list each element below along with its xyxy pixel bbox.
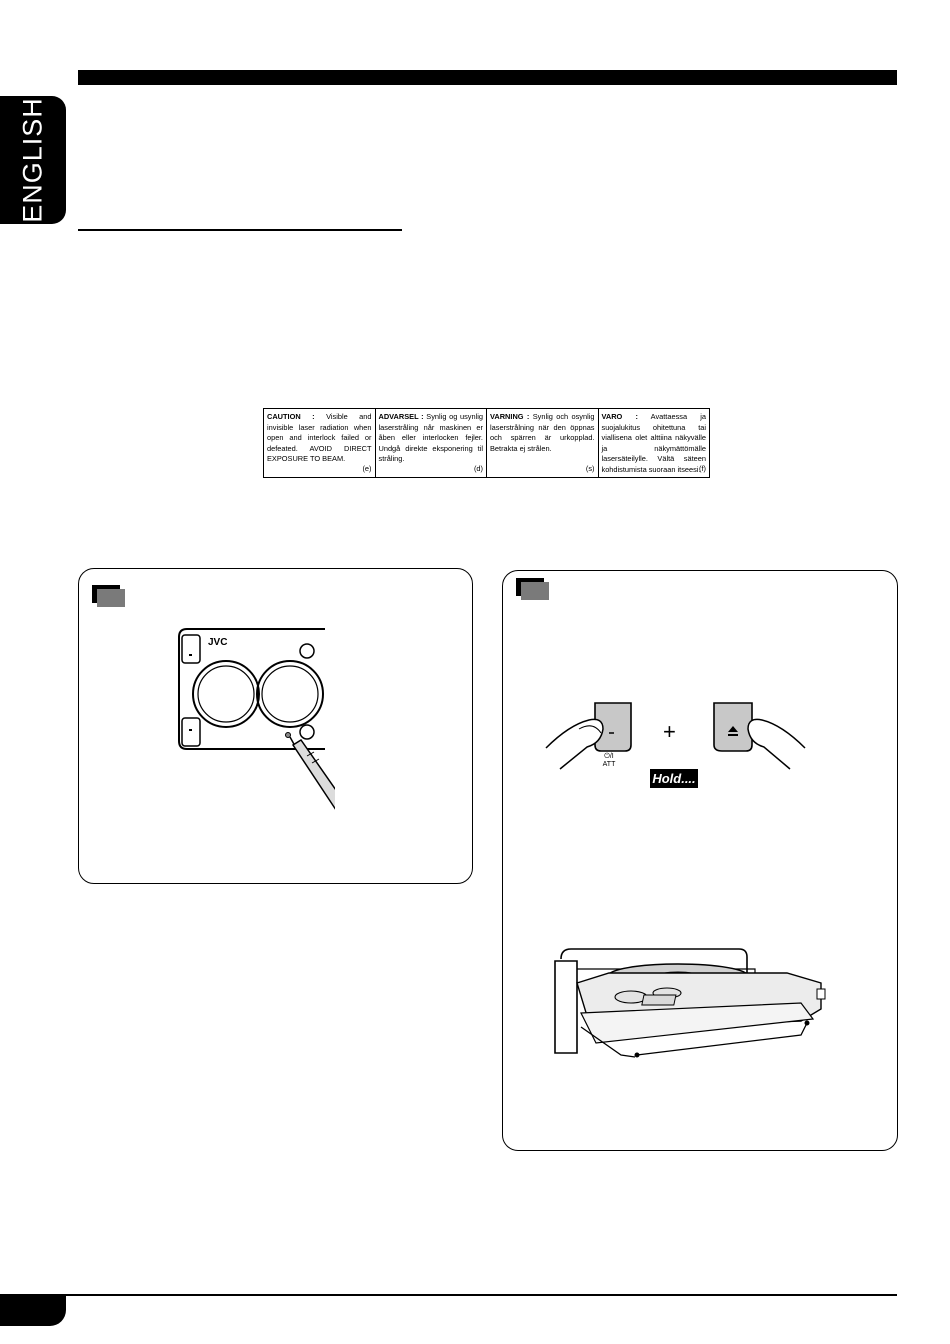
release-button-lower <box>182 718 200 746</box>
caution-code: (e) <box>362 464 372 474</box>
caution-cell-english <box>264 409 376 477</box>
small-button-top <box>300 644 314 658</box>
front-panel <box>555 961 577 1053</box>
eject-illustration-panel <box>502 570 898 1151</box>
caution-cell-swedish <box>487 409 599 477</box>
reset-illustration-panel <box>78 568 473 884</box>
left-knob <box>193 661 259 727</box>
finger-icon <box>748 719 805 769</box>
caution-head: VARO : <box>601 412 638 421</box>
step-marker <box>92 585 126 607</box>
small-button-bottom <box>300 725 314 739</box>
caution-text: Synlig och osynlig laserstrålning när den öppnas och spärren är urkopplad. Betrakta ej strålen. <box>490 412 595 453</box>
att-label: ATT <box>602 761 616 768</box>
section-divider <box>78 229 402 231</box>
caution-code: (s) <box>585 464 595 474</box>
power-button-illustration <box>543 699 643 775</box>
right-knob <box>257 661 323 727</box>
caution-head: CAUTION : <box>267 412 315 421</box>
caution-head: ADVARSEL : <box>378 412 424 421</box>
caution-head: VARNING : <box>490 412 530 421</box>
release-button-upper <box>182 635 200 663</box>
step-marker <box>516 578 550 600</box>
brand-logo: JVC <box>208 637 228 648</box>
control-panel-illustration <box>175 626 335 816</box>
power-label: ⏻/I <box>604 753 614 760</box>
caution-text: Avattaessa ja suojalukitus ohitettuna tai viallisena olet alttiina näkyvälle ja näkymättömälle lasersäteilylle. Vältä säteen kohdistumista suoraan itseesi. <box>601 412 706 474</box>
language-tab <box>0 96 66 224</box>
footer-rule <box>0 1294 897 1296</box>
caution-cell-finnish <box>599 409 710 477</box>
caution-code: (f) <box>699 464 706 474</box>
eject-button-illustration <box>710 699 810 775</box>
caution-code: (d) <box>473 464 483 474</box>
unit-open-illustration <box>551 943 836 1073</box>
plus-sign: + <box>663 719 676 744</box>
laser-caution-label <box>263 408 710 478</box>
caution-text: Visible and invisible laser radiation when open and interlock failed or defeated. AVOID DIRECT EXPOSURE TO BEAM. <box>267 412 372 464</box>
hold-badge: Hold.... <box>650 769 698 788</box>
caution-text: Synlig og usynlig laserstråling når maskinen er åben eller interlocken fejler. Undgå direkte eksponering til stråling. <box>378 412 484 464</box>
language-tab-label: ENGLISH <box>17 97 48 223</box>
header-bar <box>78 70 897 85</box>
reset-hole <box>286 733 291 738</box>
caution-cell-danish <box>376 409 488 477</box>
page-number-tab <box>0 1296 66 1326</box>
power-att-label <box>594 753 624 769</box>
